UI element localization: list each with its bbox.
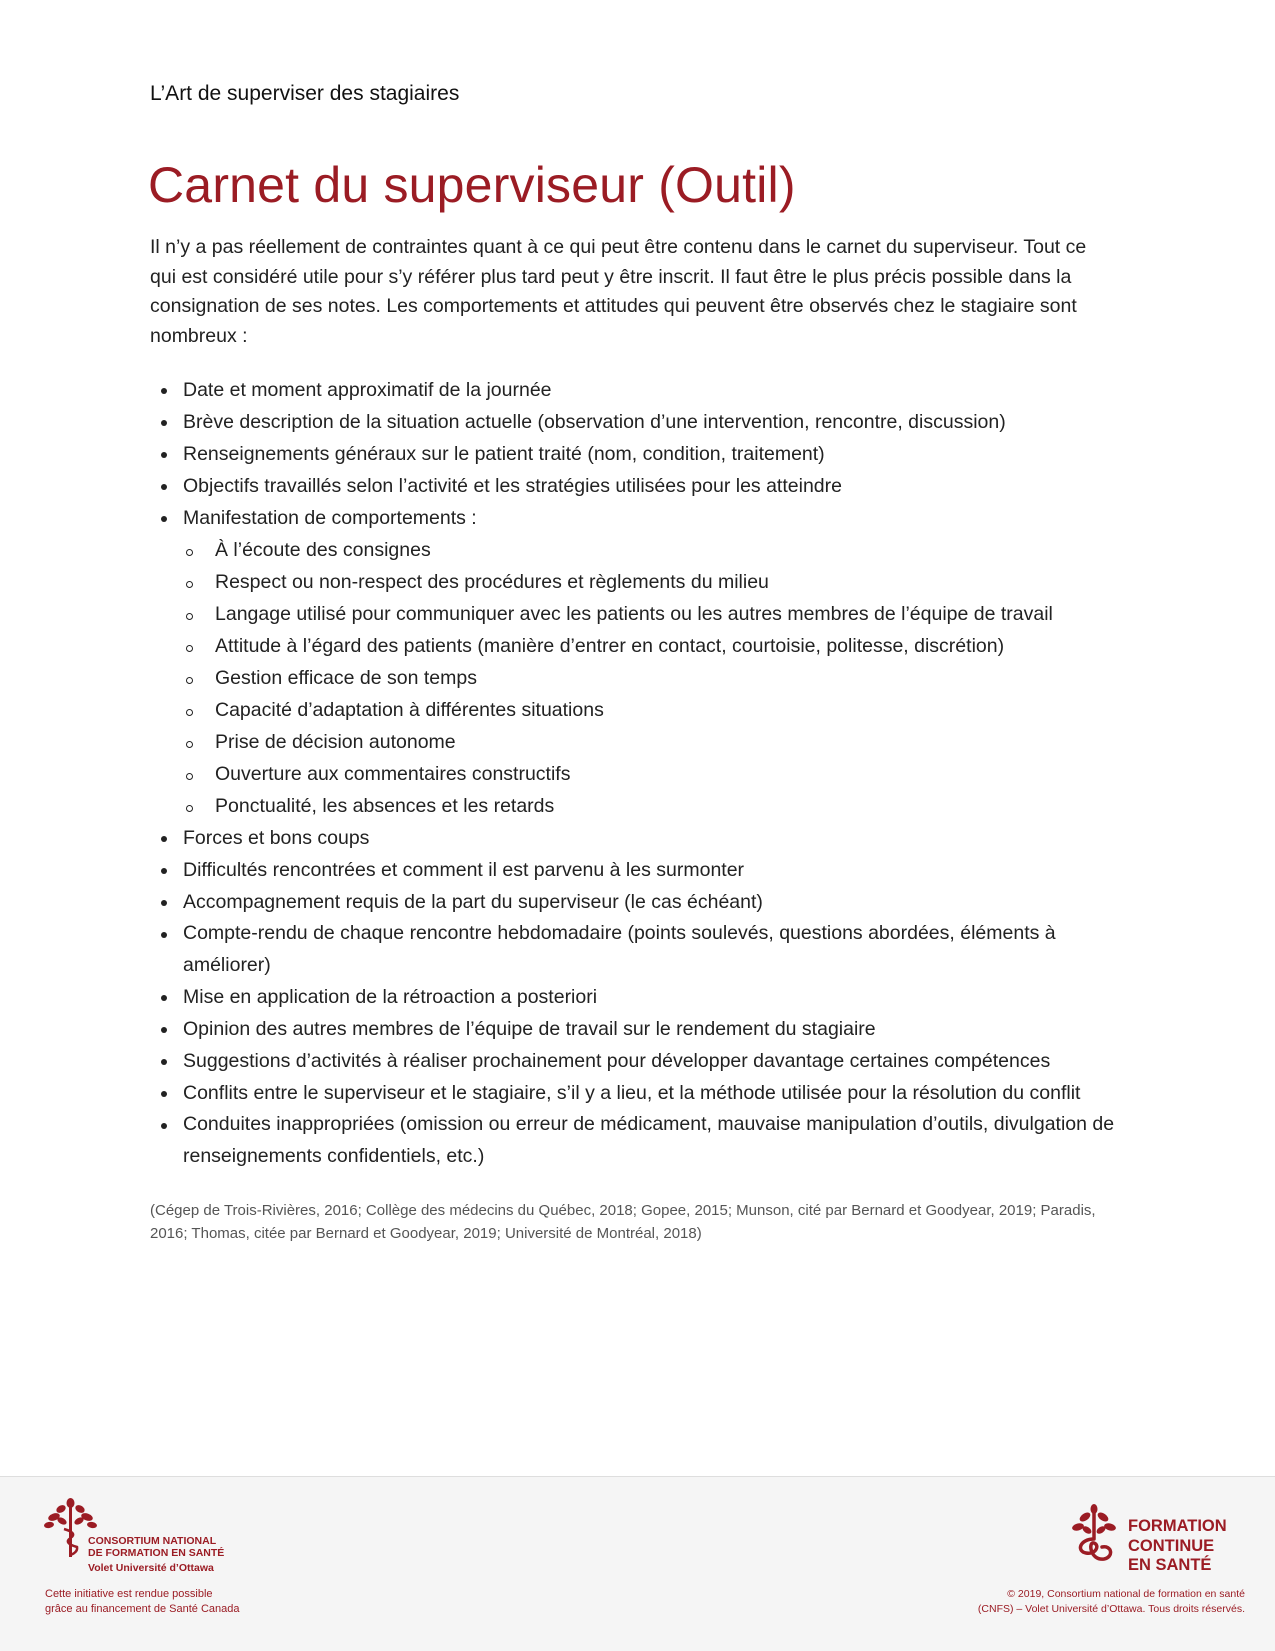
list-item: Brève description de la situation actuelle (observation d’une intervention, rencontre, discussion) — [150, 406, 1120, 438]
citation: (Cégep de Trois-Rivières, 2016; Collège des médecins du Québec, 2018; Gopee, 2015; Munson, cité par Bernard et Goodyear, 2019; Paradis, 2016; Thomas, citée par Bernard et Goodyear, 2019; Université de Montréal, 2018) — [150, 1202, 1096, 1242]
sub-list-item: À l’écoute des consignes — [150, 534, 1120, 566]
sub-list-item: Capacité d’adaptation à différentes situations — [150, 694, 1120, 726]
list-item: Difficultés rencontrées et comment il est parvenu à les surmonter — [150, 854, 1120, 886]
document-header: L’Art de superviser des stagiaires — [150, 82, 460, 105]
sub-list-item: Respect ou non-respect des procédures et règlements du milieu — [150, 566, 1120, 598]
observation-list — [150, 374, 1120, 1172]
funding-note: Cette initiative est rendue possible grâce au financement de Santé Canada — [45, 1588, 240, 1615]
list-item: Conduites inappropriées (omission ou erreur de médicament, mauvaise manipulation d’outils, divulgation de renseignements confidentiels, etc.) — [150, 1109, 1120, 1172]
sub-list-item: Attitude à l’égard des patients (manière d’entrer en contact, courtoisie, politesse, discrétion) — [150, 630, 1120, 662]
cnfs-volet: Volet Université d’Ottawa — [88, 1562, 214, 1574]
sub-list-item: Prise de décision autonome — [150, 726, 1120, 758]
list-item: Opinion des autres membres de l’équipe de travail sur le rendement du stagiaire — [150, 1013, 1120, 1045]
intro-paragraph: Il n’y a pas réellement de contraintes quant à ce qui peut être contenu dans le carnet du superviseur. Tout ce qui est considéré utile pour s’y référer plus tard peut y être inscrit. Il faut être le plus précis possible dans la consignation de ses notes. Les comportements et attitudes qui peuvent être observés chez le stagiaire sont nombreux : — [150, 236, 1087, 347]
list-item: Manifestation de comportements : — [150, 502, 1120, 534]
list-item: Mise en application de la rétroaction a posteriori — [150, 981, 1120, 1013]
list-item: Renseignements généraux sur le patient traité (nom, condition, traitement) — [150, 438, 1120, 470]
list-item: Accompagnement requis de la part du superviseur (le cas échéant) — [150, 886, 1120, 918]
list-item: Conflits entre le superviseur et le stagiaire, s’il y a lieu, et la méthode utilisée pour la résolution du conflit — [150, 1077, 1120, 1109]
list-item: Compte-rendu de chaque rencontre hebdomadaire (points soulevés, questions abordées, éléments à améliorer) — [150, 918, 1120, 981]
sub-list-item: Ouverture aux commentaires constructifs — [150, 758, 1120, 790]
cnfs-name: CONSORTIUM NATIONAL DE FORMATION EN SANTÉ — [88, 1535, 225, 1559]
sub-list-item: Ponctualité, les absences et les retards — [150, 790, 1120, 822]
copyright: © 2019, Consortium national de formation en santé (CNFS) – Volet Université d’Ottawa. Tous droits réservés. — [977, 1588, 1245, 1615]
list-item: Date et moment approximatif de la journée — [150, 374, 1120, 406]
sub-list-item: Langage utilisé pour communiquer avec les patients ou les autres membres de l’équipe de travail — [150, 598, 1120, 630]
sub-list-item: Gestion efficace de son temps — [150, 662, 1120, 694]
formation-continue-logo-icon — [1070, 1503, 1118, 1569]
page-title: Carnet du superviseur (Outil) — [148, 157, 796, 213]
page-footer — [0, 1476, 1275, 1651]
list-item: Forces et bons coups — [150, 822, 1120, 854]
list-item: Objectifs travaillés selon l’activité et les stratégies utilisées pour les atteindre — [150, 470, 1120, 502]
fcs-name: FORMATION CONTINUE EN SANTÉ — [1128, 1517, 1227, 1574]
list-item: Suggestions d’activités à réaliser prochainement pour développer davantage certaines compétences — [150, 1045, 1120, 1077]
